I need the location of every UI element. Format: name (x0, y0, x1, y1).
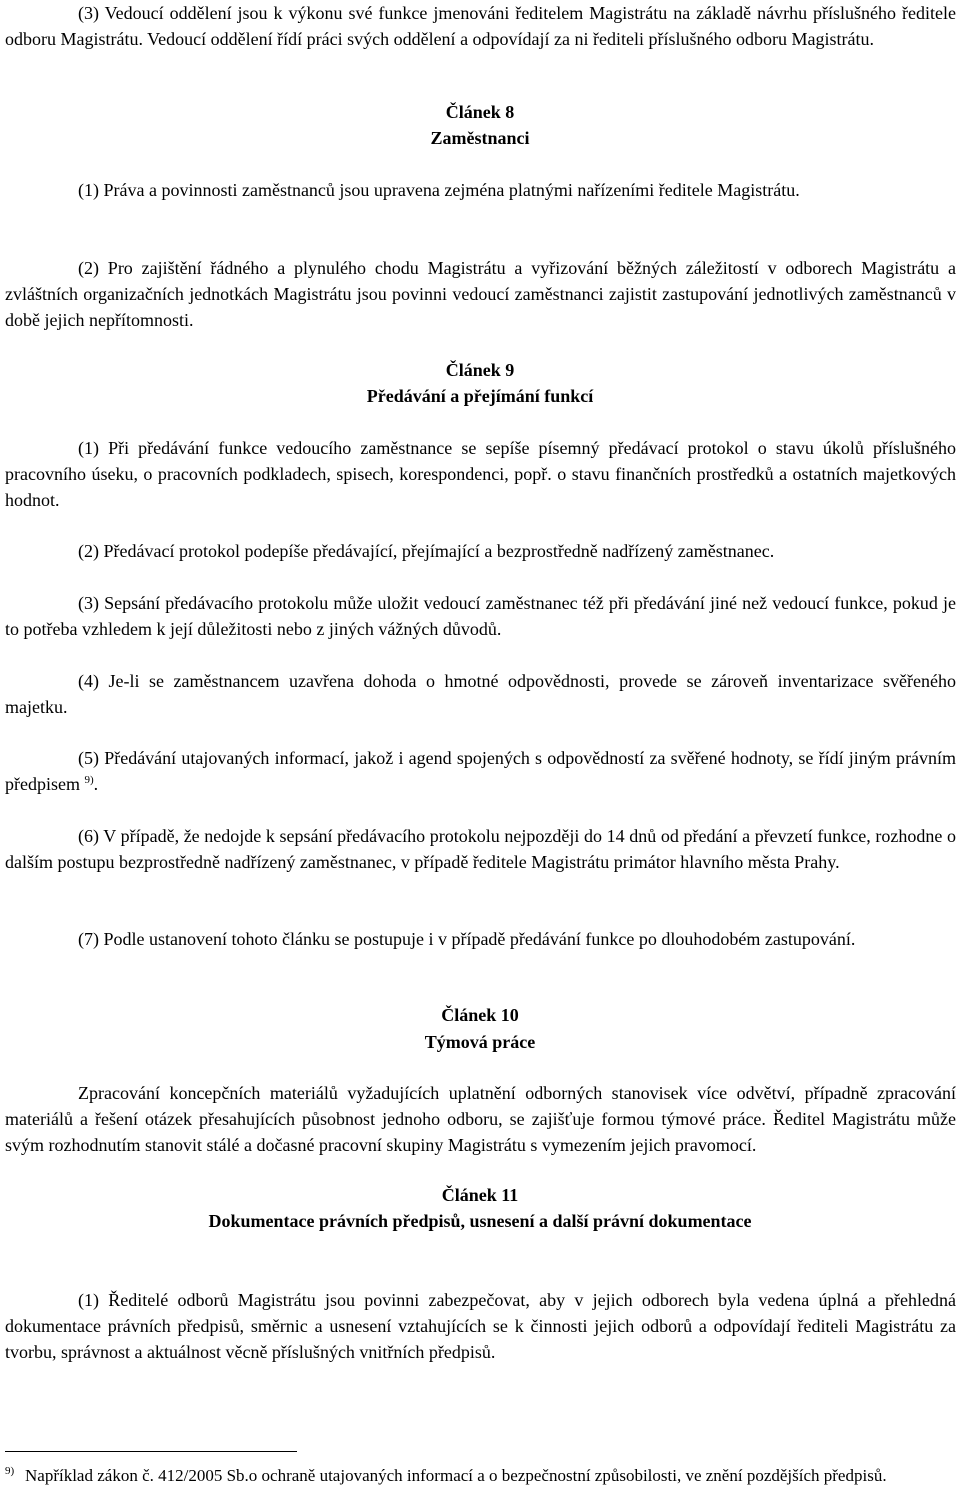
article-8-number: Článek 8 (445, 102, 515, 122)
paragraph-a10-1: Zpracování koncepčních materiálů vyžadujících uplatnění odborných stanovisek více odvětví, případně zpracování materiálů a řešení otázek přesahujících působnost jednoho odboru, se zajišťuje formou týmové práce. Ředitel Magistrátu může svým rozhodnutím stanovit stálé a dočasné pracovní skupiny Magistrátu s vymezením jejich pravomocí. (5, 1083, 956, 1155)
footnote-separator (5, 1451, 297, 1452)
article-8-title: Zaměstnanci (430, 128, 530, 148)
paragraph-a9-5: (5) Předávání utajovaných informací, jakož i agend spojených s odpovědností za svěřené hodnoty, se řídí jiným právním předpisem $^{9)}$. (5, 748, 956, 794)
footnote: 9) Například zákon č. 412/2005 Sb.o ochraně utajovaných informací a o bezpečnostní způsobilosti, ve znění pozdějších předpisů. (5, 1465, 887, 1485)
paragraph-a9-3: (3) Sepsání předávacího protokolu může uložit vedoucí zaměstnanec též při předávání jiné než vedoucí funkce, pokud je to potřeba vzhledem k její důležitosti nebo z jiných vážných důvodů. (5, 593, 956, 639)
paragraph-a8-2: (2) Pro zajištění řádného a plynulého chodu Magistrátu a vyřizování běžných záležitostí v odborech Magistrátu a zvláštních organizačních jednotkách Magistrátu jsou povinni vedoucí zaměstnanci zajistit zastupování jednotlivých zaměstnanců v době jejich nepřítomnosti. (5, 258, 956, 330)
article-10-title: Týmová práce (424, 1032, 536, 1052)
paragraph-a9-4: (4) Je-li se zaměstnancem uzavřena dohoda o hmotné odpovědnosti, provede se zároveň inventarizace svěřeného majetku. (5, 671, 956, 717)
footnote-reference[interactable]: 9) (84, 774, 94, 786)
article-9-number: Článek 9 (445, 360, 515, 380)
paragraph-a9-6: (6) V případě, že nedojde k sepsání předávacího protokolu nejpozději do 14 dnů od předání a převzetí funkce, rozhodne o dalším postupu bezprostředně nadřízený zaměstnanec, v případě ředitele Magistrátu primátor hlavního města Prahy. (5, 826, 956, 872)
paragraph-a9-2: (2) Předávací protokol podepíše předávající, přejímající a bezprostředně nadřízený zaměstnanec. (78, 541, 775, 561)
article-9-title: Předávání a přejímání funkcí (366, 386, 594, 406)
paragraph-a7-3: (3) Vedoucí oddělení jsou k výkonu své funkce jmenováni ředitelem Magistrátu na základě návrhu příslušného ředitele odboru Magistrátu. Vedoucí oddělení řídí práci svých oddělení a odpovídají za ni řediteli příslušného odboru Magistrátu. (5, 3, 956, 49)
paragraph-a9-1: (1) Při předávání funkce vedoucího zaměstnance se sepíše písemný předávací protokol o stavu úkolů příslušného pracovního úseku, o pracovních podkladech, spisech, korespondenci, popř. o stavu finančních prostředků a ostatních majetkových hodnot. (5, 438, 956, 510)
paragraph-a11-1: (1) Ředitelé odborů Magistrátu jsou povinni zabezpečovat, aby v jejich odborech byla vedena úplná a přehledná dokumentace právních předpisů, směrnic a usnesení vztahujících se k činnosti jejich odborů a odpovídají řediteli Magistrátu za tvorbu, správnost a aktuálnost věcně příslušných vnitřních předpisů. (5, 1290, 956, 1362)
article-11-title: Dokumentace právních předpisů, usnesení a další právní dokumentace (208, 1211, 752, 1231)
article-10-number: Článek 10 (441, 1005, 519, 1025)
paragraph-a8-1: (1) Práva a povinnosti zaměstnanců jsou upravena zejména platnými nařízeními ředitele Magistrátu. (78, 180, 800, 200)
paragraph-a9-7: (7) Podle ustanovení tohoto článku se postupuje i v případě předávání funkce po dlouhodobém zastupování. (78, 929, 856, 949)
article-11-number: Článek 11 (441, 1185, 519, 1205)
footnote-text: Například zákon č. 412/2005 Sb.o ochraně utajovaných informací a o bezpečnostní způsobilosti, ve znění pozdějších předpisů. (25, 1466, 887, 1485)
